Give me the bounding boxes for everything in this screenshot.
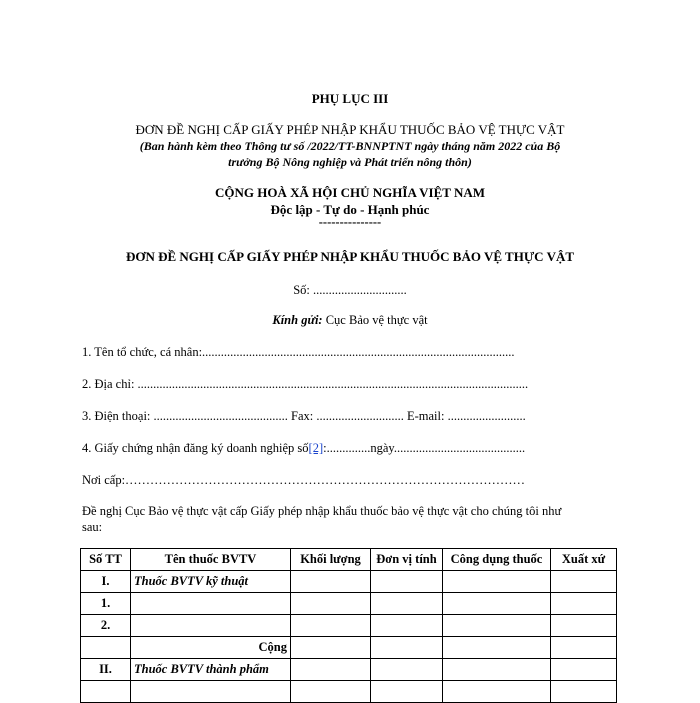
field-address[interactable]: 2. Địa chỉ: .............................................................................................................................	[82, 377, 529, 391]
recipient-value: Cục Bảo vệ thực vật	[322, 313, 428, 327]
request-text-line1: Đề nghị Cục Bảo vệ thực vật cấp Giấy phép nhập khẩu thuốc bảo vệ thực vật cho chúng tôi như	[82, 504, 562, 518]
cell-product-name[interactable]	[131, 593, 291, 615]
cell-unit[interactable]	[371, 659, 443, 681]
issuance-note-line2: trưởng Bộ Nông nghiệp và Phát triển nông thôn)	[228, 155, 472, 169]
table-header-row	[81, 549, 617, 571]
cell-usage[interactable]	[443, 593, 551, 615]
col-header-quantity: Khối lượng	[291, 549, 371, 571]
table-row	[81, 571, 617, 593]
document-title-top: ĐƠN ĐỀ NGHỊ CẤP GIẤY PHÉP NHẬP KHẨU THUỐC BẢO VỆ THỰC VẬT	[135, 122, 565, 137]
cell-unit[interactable]	[371, 571, 443, 593]
national-motto: Độc lập - Tự do - Hạnh phúc	[270, 202, 430, 217]
col-header-origin: Xuất xứ	[551, 549, 617, 571]
cell-origin[interactable]	[551, 615, 617, 637]
cell-unit[interactable]	[371, 615, 443, 637]
form-title: ĐƠN ĐỀ NGHỊ CẤP GIẤY PHÉP NHẬP KHẨU THUỐC BẢO VỆ THỰC VẬT	[125, 249, 575, 264]
cell-quantity[interactable]	[291, 659, 371, 681]
cell-unit[interactable]	[371, 637, 443, 659]
issuance-note-line1: (Ban hành kèm theo Thông tư số /2022/TT-BNNPTNT ngày tháng năm 2022 của Bộ	[139, 139, 561, 153]
document-number-field[interactable]	[0, 282, 700, 299]
col-header-name: Tên thuốc BVTV	[131, 549, 291, 571]
row-number	[81, 681, 131, 703]
cell-unit[interactable]	[371, 681, 443, 703]
cell-quantity[interactable]	[291, 615, 371, 637]
field-organization-name[interactable]: 1. Tên tổ chức, cá nhân:....................................................................................................	[82, 345, 515, 359]
cell-usage[interactable]	[443, 615, 551, 637]
cell-origin[interactable]	[551, 593, 617, 615]
import-goods-table	[80, 548, 617, 703]
col-header-usage: Công dụng thuốc	[443, 549, 551, 571]
table-row	[81, 637, 617, 659]
motto-divider: ---------------	[318, 215, 382, 229]
cell-usage[interactable]	[443, 637, 551, 659]
cell-origin[interactable]	[551, 681, 617, 703]
cell-quantity[interactable]	[291, 593, 371, 615]
cell-quantity[interactable]	[291, 571, 371, 593]
recipient-label: Kính gửi:	[272, 313, 323, 327]
row-number: II.	[81, 659, 131, 681]
cell-quantity[interactable]	[291, 681, 371, 703]
field-business-registration[interactable]	[82, 440, 525, 457]
field-issued-at[interactable]: Nơi cấp:……………………………………………………………………………………	[82, 473, 526, 487]
cell-quantity[interactable]	[291, 637, 371, 659]
table-row	[81, 659, 617, 681]
document-number-text: Số: ..............................	[293, 283, 407, 297]
field4-prefix: 4. Giấy chứng nhận đăng ký doanh nghiệp số	[82, 441, 309, 455]
col-header-no: Số TT	[81, 549, 131, 571]
field4-suffix: :..............ngày..........................................	[323, 441, 526, 455]
table-row	[81, 593, 617, 615]
footnote-link[interactable]: [2]	[308, 441, 324, 455]
cell-product-name[interactable]	[131, 681, 291, 703]
national-title: CỘNG HOÀ XÃ HỘI CHỦ NGHĨA VIỆT NAM	[214, 185, 486, 200]
field-contact[interactable]: 3. Điện thoại: ........................................... Fax: ............................ E-mail: .........................	[82, 409, 526, 423]
table-row	[81, 681, 617, 703]
cell-usage[interactable]	[443, 571, 551, 593]
recipient-line	[0, 312, 700, 329]
cell-origin[interactable]	[551, 659, 617, 681]
row-subtotal-label: Cộng	[131, 637, 291, 659]
row-section-title: Thuốc BVTV kỹ thuật	[131, 571, 291, 593]
request-text-line2: sau:	[82, 520, 103, 534]
col-header-unit: Đơn vị tính	[371, 549, 443, 571]
cell-product-name[interactable]	[131, 615, 291, 637]
cell-usage[interactable]	[443, 681, 551, 703]
row-section-title: Thuốc BVTV thành phẩm	[131, 659, 291, 681]
cell-origin[interactable]	[551, 571, 617, 593]
cell-origin[interactable]	[551, 637, 617, 659]
appendix-heading: PHỤ LỤC III	[311, 91, 389, 106]
row-number: 2.	[81, 615, 131, 637]
cell-unit[interactable]	[371, 593, 443, 615]
row-number: I.	[81, 571, 131, 593]
table-row	[81, 615, 617, 637]
row-number	[81, 637, 131, 659]
cell-usage[interactable]	[443, 659, 551, 681]
row-number: 1.	[81, 593, 131, 615]
